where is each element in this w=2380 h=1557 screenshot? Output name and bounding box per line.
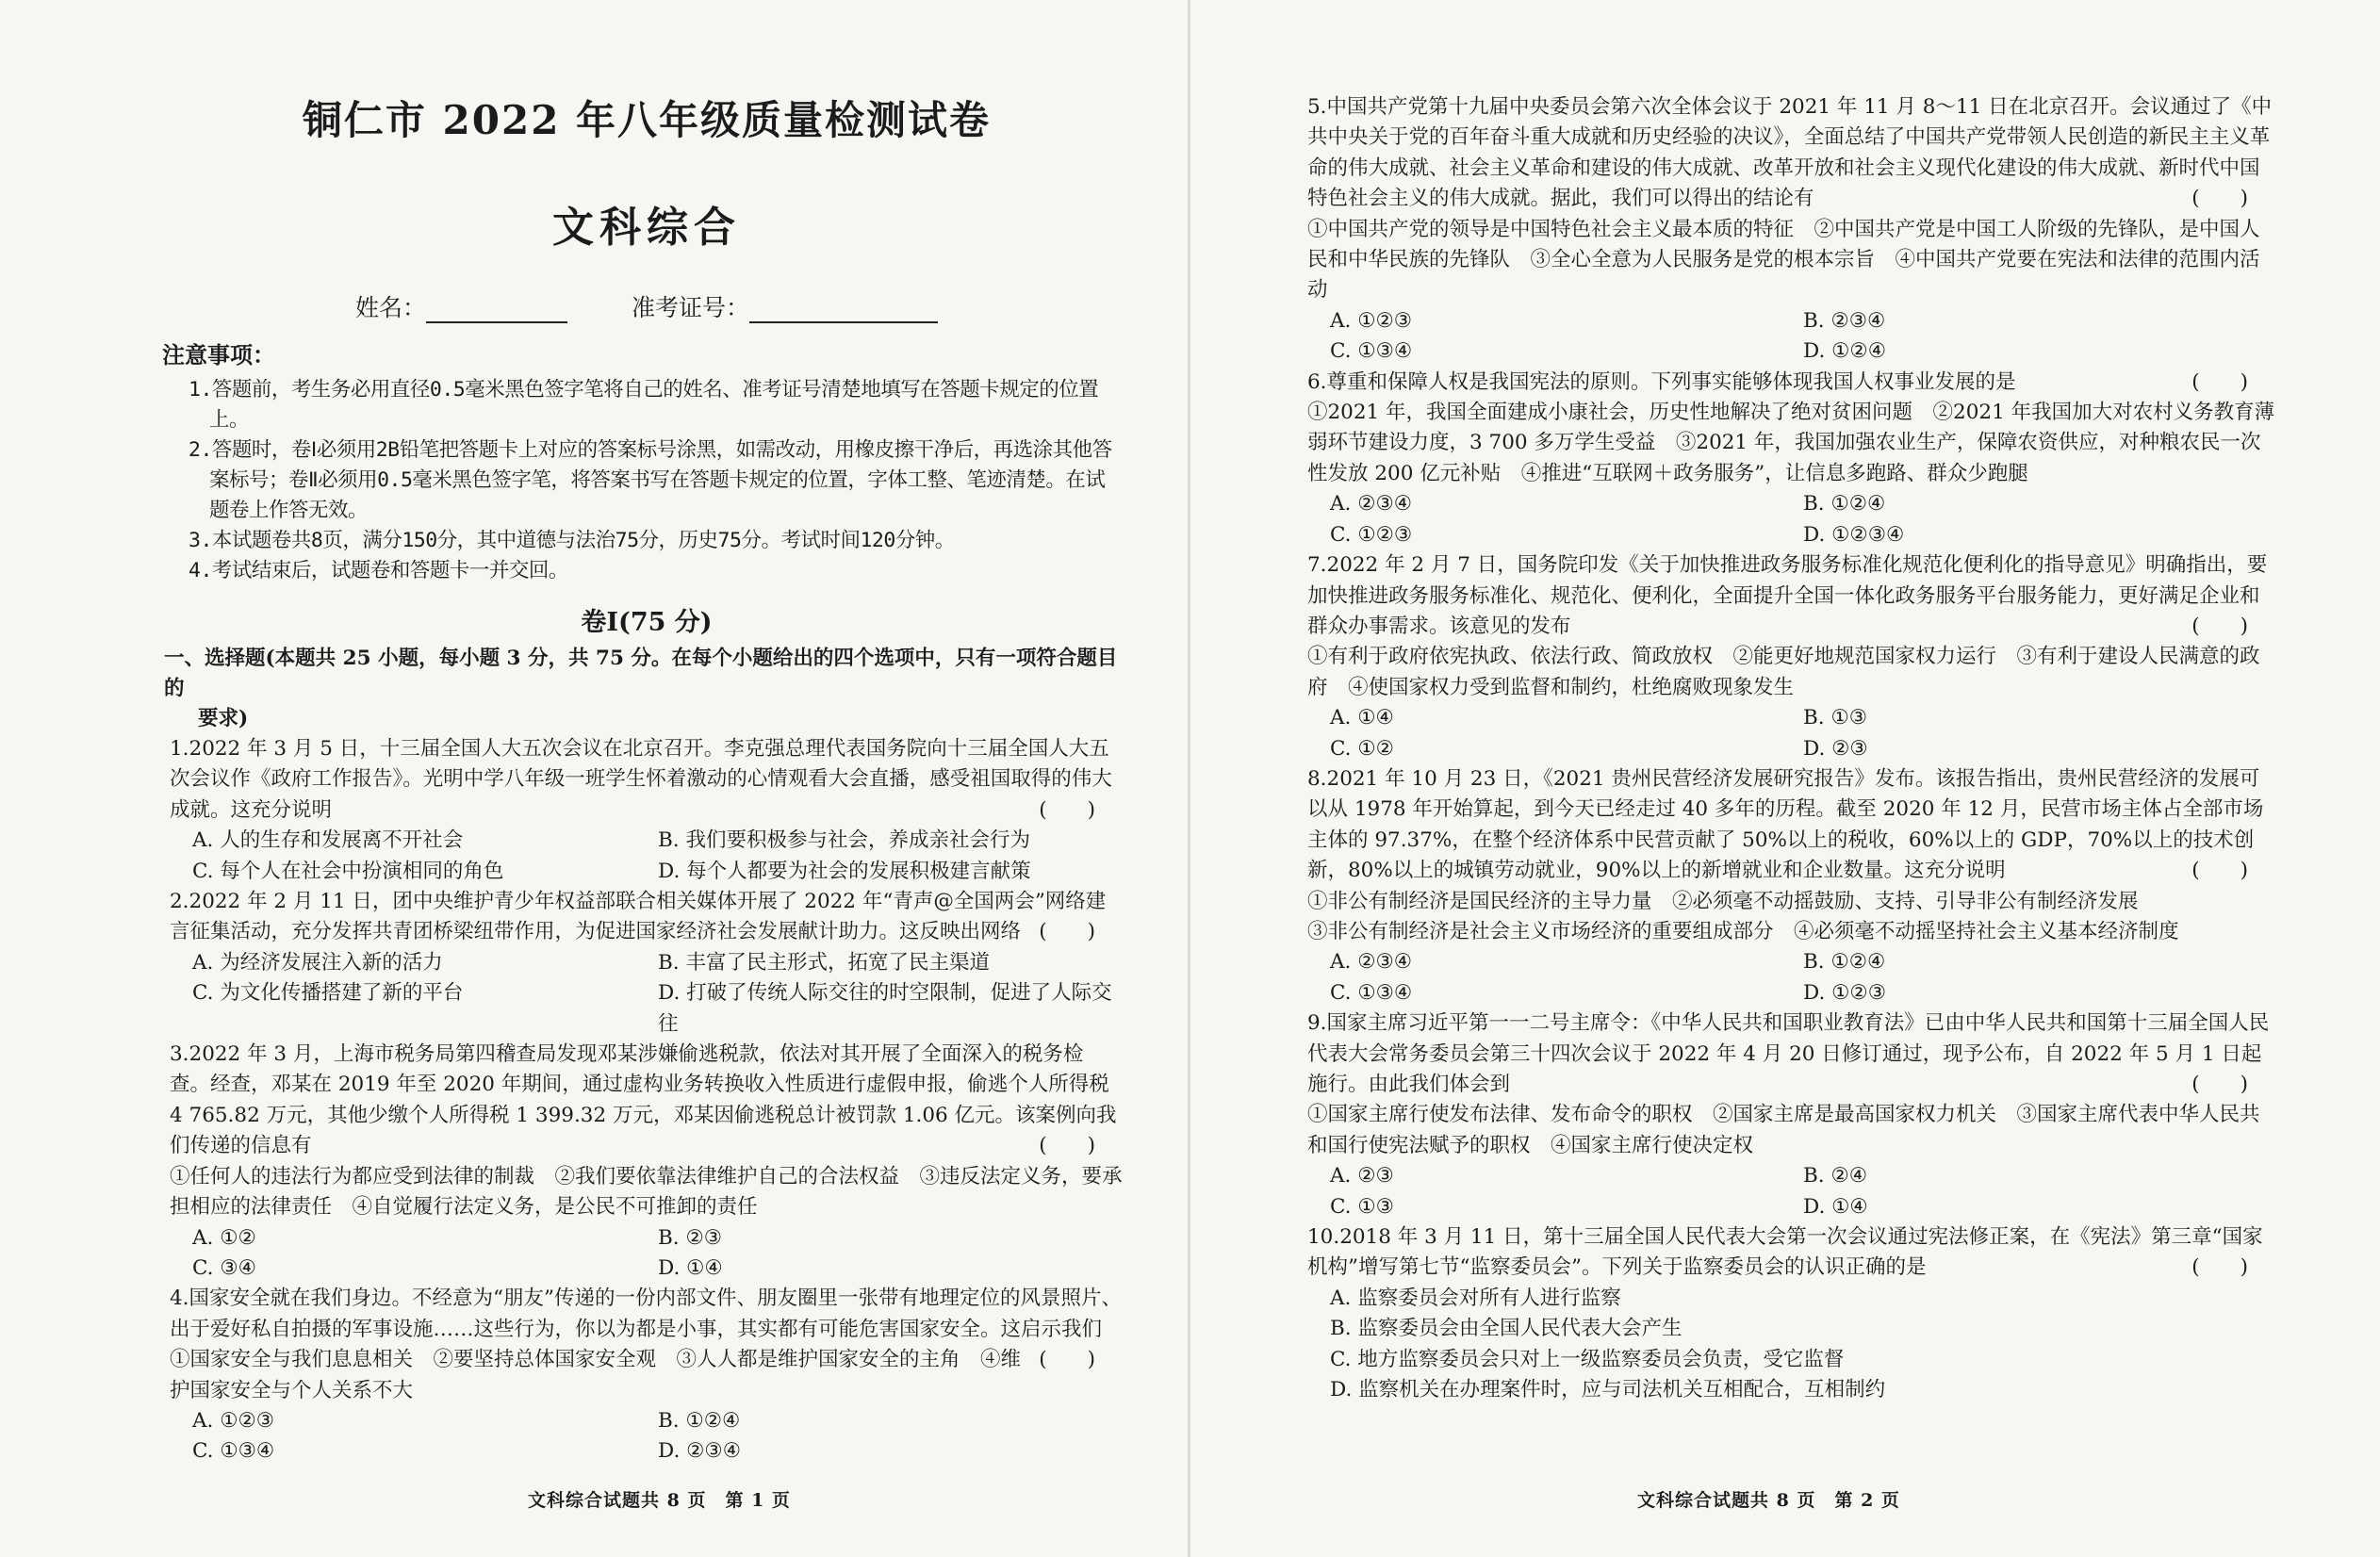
option-list [1307, 1284, 2276, 1406]
answer-option: B. ①②④ [1803, 492, 1886, 516]
option-list [170, 948, 1124, 1040]
question-stem [170, 887, 1124, 948]
question-text: 7.2022 年 2 月 7 日，国务院印发《关于加快推进政务服务标准化规范化便利化的指导意见》明确指出，要加快推进政务服务标准化、规范化、便利化，全面提升全国一体化政务服务平台服务能力，更好满足企业和群众办事需求。该意见的发布 [1307, 553, 2268, 638]
answer-option: D. ①②④ [1803, 339, 1886, 364]
answer-option: D. 每个人都要为社会的发展积极建言献策 [658, 859, 1031, 883]
answer-parentheses: ( ) [2191, 369, 2248, 394]
name-label: 姓名： [355, 294, 427, 321]
exam-number-label: 准考证号： [631, 294, 749, 321]
answer-option: A. 人的生存和发展离不开社会 [192, 828, 464, 853]
question-block [1307, 368, 2276, 550]
exam-subject: 文科综合 [552, 204, 741, 252]
question-text: 10.2018 年 3 月 11 日，第十三届全国人民代表大会第一次会议通过宪法修正案，在《宪法》第三章“国家机构”增写第七节“监察委员会”。下列关于监察委员会的认识正确的是 [1307, 1225, 2263, 1280]
answer-option: A. ②③ [1330, 1164, 1394, 1188]
question-stem [1307, 1008, 2276, 1100]
volume-title: 卷Ⅰ(75 分) [581, 608, 713, 637]
question-text: 1.2022 年 3 月 5 日，十三届全国人大五次会议在北京召开。李克强总理代表国务院向十三届全国人大五次会议作《政府工作报告》。光明中学八年级一班学生怀着激动的心情观看大会直播，感受祖国取得的伟大成就。这充分说明 [170, 737, 1112, 822]
answer-option: C. ①② [1330, 736, 1394, 761]
question-block [170, 734, 1124, 887]
answer-option: C. ①②③ [1330, 522, 1413, 547]
answer-parentheses: ( ) [2191, 859, 2248, 883]
answer-option: B. ②④ [1803, 1164, 1868, 1188]
question-list [170, 734, 1124, 1467]
question-statements: ③非公有制经济是社会主义市场经济的重要组成部分 ④必须毫不动摇坚持社会主义基本经济制度 [1307, 919, 2179, 943]
answer-option: B. 监察委员会由全国人民代表大会产生 [1330, 1317, 1682, 1341]
answer-option: A. ①②③ [1330, 308, 1413, 333]
option-list [170, 1223, 1124, 1285]
question-text: 2.2022 年 2 月 11 日，团中央维护青少年权益部联合相关媒体开展了 2022 年“青声@全国两会”网络建言征集活动，充分发挥共青团桥梁纽带作用，为促进国家经济社会发展献计助力。这反映出网络 [170, 890, 1107, 944]
question-text: 8.2021 年 10 月 23 日，《2021 贵州民营经济发展研究报告》发布。该报告指出，贵州民营经济的发展可以从 1978 年开始算起，到今天已经走过 40 多年的历程。截至 2020 年 12 月，民营市场主体占全部市场主体的 97.37%，在整个经济体系中民营贡献了 50%以上的税收，60%以上的 GDP，70%以上的技术创新，80%以上的城镇劳动就业，90%以上的新增就业和企业数量。这充分说明 [1307, 766, 2264, 883]
question-statements: ①国家安全与我们息息相关 ②要坚持总体国家安全观 ③人人都是维护国家安全的主角 ④维护国家安全与个人关系不大 [170, 1348, 1022, 1402]
question-text: 6.尊重和保障人权是我国宪法的原则。下列事实能够体现我国人权事业发展的是 [1307, 369, 2016, 394]
notice-item: 4.考试结束后，试题卷和答题卡一并交回。 [189, 559, 568, 582]
question-stem [1307, 1222, 2276, 1284]
question-stem [1307, 368, 2276, 398]
answer-option: B. ②③ [658, 1225, 723, 1250]
answer-parentheses: ( ) [2191, 1255, 2248, 1280]
question-block [170, 1040, 1124, 1284]
name-blank [426, 297, 567, 323]
answer-option: A. ①② [192, 1225, 256, 1250]
question-statements: ①中国共产党的领导是中国特色社会主义最本质的特征 ②中国共产党是中国工人阶级的先锋队，是中国人民和中华民族的先锋队 ③全心全意为人民服务是党的根本宗旨 ④中国共产党要在宪法和法律的范围内活动 [1307, 217, 2260, 303]
answer-option: C. ①③④ [1330, 980, 1413, 1005]
question-block [1307, 1222, 2276, 1405]
right-page [1190, 0, 2380, 1557]
question-stem [1307, 92, 2276, 215]
question-stem [1307, 550, 2276, 642]
answer-parentheses: ( ) [1039, 797, 1095, 822]
answer-option: D. 打破了传统人际交往的时空限制，促进了人际交往 [658, 981, 1112, 1036]
question-block [170, 1284, 1124, 1467]
answer-option: B. 丰富了民主形式，拓宽了民主渠道 [658, 950, 990, 975]
answer-option: A. ①②③ [192, 1408, 275, 1433]
answer-option: C. 每个人在社会中扮演相同的角色 [192, 859, 504, 883]
question-block [1307, 1008, 2276, 1222]
answer-option: C. ①③④ [192, 1439, 275, 1464]
question-stem [170, 1040, 1124, 1162]
answer-parentheses: ( ) [2191, 187, 2248, 211]
answer-option: D. ②③④ [658, 1439, 741, 1464]
answer-option: C. ①③④ [1330, 339, 1413, 364]
answer-option: C. ③④ [192, 1255, 256, 1280]
question-statements: ①国家主席行使发布法律、发布命令的职权 ②国家主席是最高国家权力机关 ③国家主席代表中华人民共和国行使宪法赋予的职权 ④国家主席行使决定权 [1307, 1103, 2260, 1157]
answer-option: D. ①②③ [1803, 980, 1886, 1005]
answer-parentheses: ( ) [2191, 1073, 2248, 1096]
answer-option: B. ①②④ [658, 1408, 741, 1433]
option-list [170, 826, 1124, 887]
answer-parentheses: ( ) [1039, 920, 1095, 944]
answer-option: A. 为经济发展注入新的活力 [192, 950, 443, 975]
answer-option: C. ①③ [1330, 1194, 1394, 1219]
notice-title: 注意事项： [162, 341, 275, 369]
answer-option: B. 我们要积极参与社会，养成亲社会行为 [658, 828, 1030, 853]
notice-list [170, 375, 1124, 586]
section-heading-line: 一、选择题(本题共 25 小题，每小题 3 分，共 75 分。在每个小题给出的四个选项中，只有一项符合题目的 [164, 647, 1118, 700]
question-text: 5.中国共产党第十九届中央委员会第六次全体会议于 2021 年 11 月 8～11 日在北京召开。会议通过了《中共中央关于党的百年奋斗重大成就和历史经验的决议》，全面总结了中国共产党带领人民创造的新民主主义革命的伟大成就、社会主义革命和建设的伟大成就、改革开放和社会主义现代化建设的伟大成就、新时代中国特色社会主义的伟大成就。据此，我们可以得出的结论有 [1307, 95, 2273, 211]
notice-item: 3.本试题卷共8页，满分150分，其中道德与法治75分，历史75分。考试时间120分钟。 [189, 529, 955, 552]
question-stem [1307, 764, 2276, 887]
section-heading [164, 644, 1124, 734]
question-statements: ①2021 年，我国全面建成小康社会，历史性地解决了绝对贫困问题 ②2021 年我国加大对农村义务教育薄弱环节建设力度，3 700 多万学生受益 ③2021 年，我国加强农业生产，保障农资供应，对种粮农民一次性发放 200 亿元补贴 ④推进“互联网＋政务服务”，让信息多跑路、群众少跑腿 [1307, 401, 2275, 485]
question-statements: ①有利于政府依宪执政、依法行政、简政放权 ②能更好地规范国家权力运行 ③有利于建设人民满意的政府 ④使国家权力受到监督和制约，杜绝腐败现象发生 [1307, 645, 2260, 699]
answer-option: A. ②③④ [1330, 950, 1413, 975]
candidate-info-line [170, 289, 1124, 323]
question-statements: ①任何人的违法行为都应受到法律的制裁 ②我们要依靠法律维护自己的合法权益 ③违反法定义务，要承担相应的法律责任 ④自觉履行法定义务，是公民不可推卸的责任 [170, 1164, 1123, 1220]
answer-parentheses: ( ) [1039, 1348, 1095, 1372]
answer-option: D. ②③ [1803, 736, 1868, 761]
answer-option: B. ②③④ [1803, 308, 1886, 333]
question-block [1307, 550, 2276, 764]
exam-number-blank [749, 297, 938, 323]
answer-option: A. ②③④ [1330, 492, 1413, 516]
question-stem [170, 1284, 1124, 1372]
option-list [1307, 1161, 2276, 1222]
answer-parentheses: ( ) [2191, 614, 2248, 638]
section-heading-line: 要求) [198, 707, 249, 730]
answer-option: C. 为文化传播搭建了新的平台 [192, 981, 464, 1006]
answer-option: D. ①②③④ [1803, 522, 1905, 547]
question-statements: ①非公有制经济是国民经济的主导力量 ②必须毫不动摇鼓励、支持、引导非公有制经济发展 [1307, 889, 2139, 913]
page-footer: 文科综合试题共 8 页 第 2 页 [1637, 1490, 1900, 1511]
question-block [170, 887, 1124, 1040]
option-list [1307, 306, 2276, 368]
notice-item: 2.答题时，卷Ⅰ必须用2B铅笔把答题卡上对应的答案标号涂黑，如需改动，用橡皮擦干净后，再选涂其他答案标号；卷Ⅱ必须用0.5毫米黑色签字笔，将答案书写在答题卡规定的位置，字体工整、笔迹清楚。在试题卷上作答无效。 [189, 438, 1112, 522]
answer-option: A. ①④ [1330, 706, 1394, 730]
option-list [1307, 947, 2276, 1008]
answer-parentheses: ( ) [1039, 1134, 1095, 1158]
answer-option: B. ①③ [1803, 706, 1868, 730]
answer-option: D. ①④ [658, 1255, 723, 1280]
answer-option: C. 地方监察委员会只对上一级监察委员会负责，受它监督 [1330, 1347, 1845, 1371]
answer-option: D. 监察机关在办理案件时，应与司法机关互相配合，互相制约 [1330, 1378, 1886, 1402]
option-list [1307, 703, 2276, 764]
page-footer: 文科综合试题共 8 页 第 1 页 [528, 1490, 791, 1511]
answer-option: D. ①④ [1803, 1194, 1868, 1219]
option-list [1307, 489, 2276, 550]
exam-title: 铜仁市 2022 年八年级质量检测试卷 [302, 97, 992, 143]
question-text: 9.国家主席习近平第一一二号主席令：《中华人民共和国职业教育法》已由中华人民共和国第十三届全国人民代表大会常务委员会第三十四次会议于 2022 年 4 月 20 日修订通过，现予公布，自 2022 年 5 月 1 日起施行。由此我们体会到 [1307, 1011, 2270, 1096]
question-text: 3.2022 年 3 月，上海市税务局第四稽查局发现邓某涉嫌偷逃税款，依法对其开展了全面深入的税务检查。经查，邓某在 2019 年至 2020 年期间，通过虚构业务转换收入性质进行虚假申报，偷逃个人所得税 4 765.82 万元，其他少缴个人所得税 1 399.32 万元，邓某因偷逃税总计被罚款 1.06 亿元。该案例向我们传递的信息有 [170, 1042, 1117, 1158]
option-list [170, 1406, 1124, 1467]
question-block [1307, 764, 2276, 1008]
question-list [1307, 92, 2276, 1405]
question-text: 4.国家安全就在我们身边。不经意为“朋友”传递的一份内部文件、朋友圈里一张带有地理定位的风景照片、出于爱好私自拍摄的军事设施……这些行为，你以为都是小事，其实都有可能危害国家安全。这启示我们 [170, 1287, 1123, 1341]
question-block [1307, 92, 2276, 368]
notice-item: 1.答题前，考生务必用直径0.5毫米黑色签字笔将自己的姓名、准考证号清楚地填写在答题卡规定的位置上。 [189, 378, 1099, 432]
answer-option: A. 监察委员会对所有人进行监察 [1330, 1286, 1621, 1310]
answer-option: B. ①②④ [1803, 950, 1886, 975]
question-stem [170, 734, 1124, 826]
